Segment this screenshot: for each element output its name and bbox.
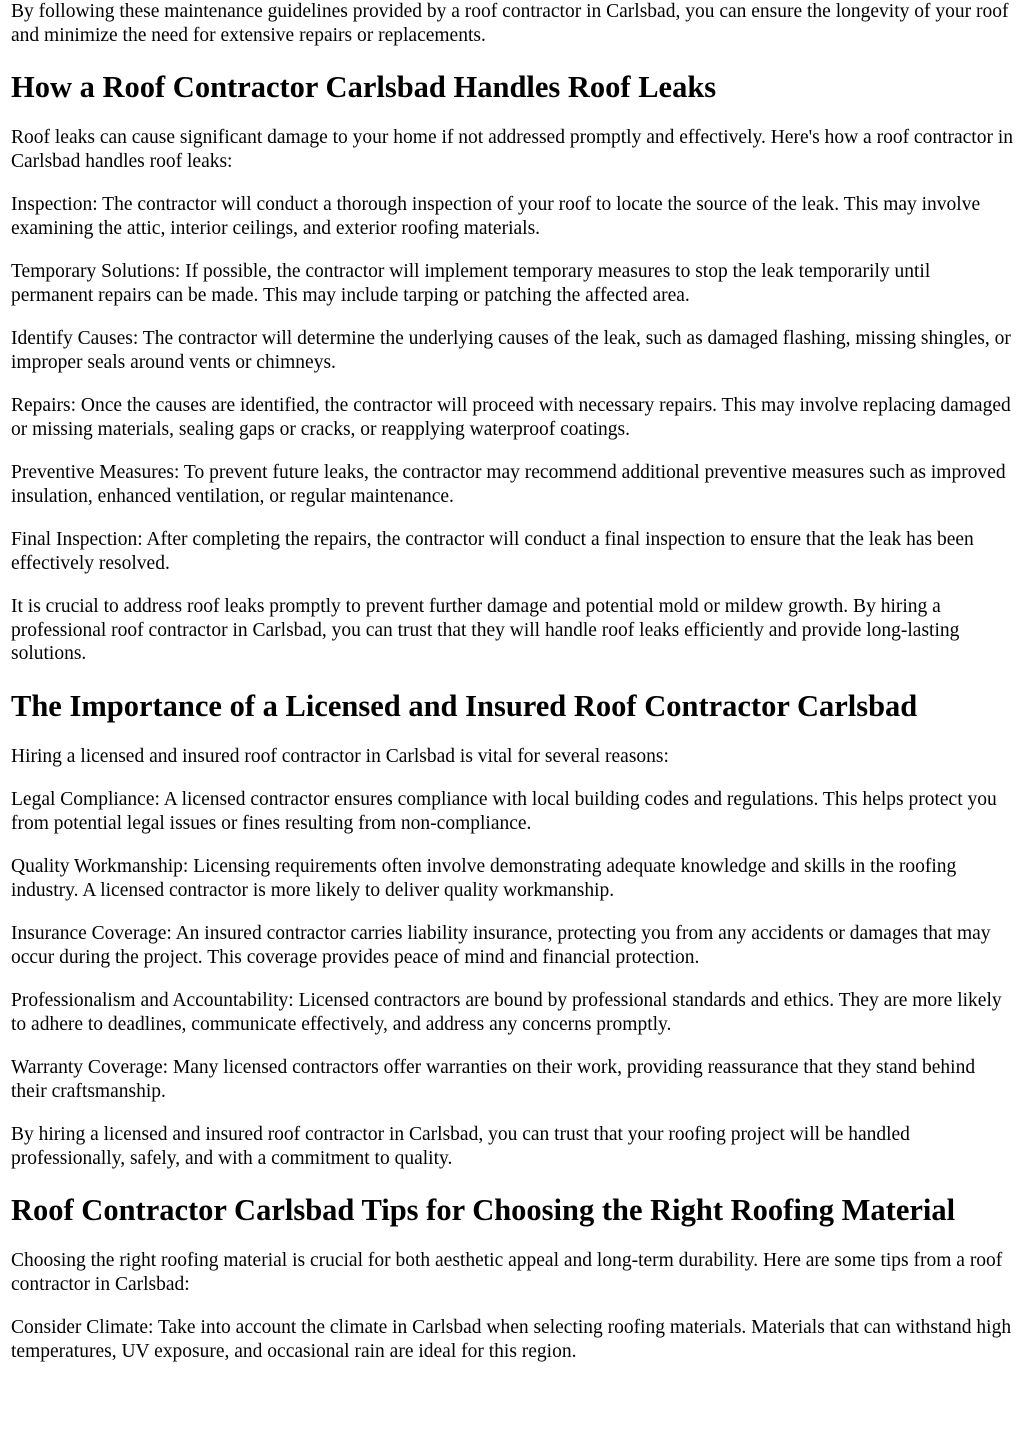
- paragraph-inspection: Inspection: The contractor will conduct a thorough inspection of your roof to locate the source of the leak. This may involve examining the attic, interior ceilings, and exterior roofing materials.: [11, 194, 981, 239]
- paragraph-final-inspection: Final Inspection: After completing the repairs, the contractor will conduct a final inspection to ensure that the leak has been effectively resolved.: [11, 529, 974, 574]
- section-roof-leaks: [11, 67, 1013, 666]
- paragraph-repairs: Repairs: Once the causes are identified, the contractor will proceed with necessary repairs. This may involve replacing damaged or missing materials, sealing gaps or cracks, or reapplying waterproof coatings.: [11, 395, 1011, 440]
- section-licensed-insured: [11, 686, 1013, 1171]
- paragraph-insurance-coverage: Insurance Coverage: An insured contractor carries liability insurance, protecting you from any accidents or damages that may occur during the project. This coverage provides peace of mind and financial protection.: [11, 923, 991, 968]
- paragraph-preventive-measures: Preventive Measures: To prevent future leaks, the contractor may recommend additional preventive measures such as improved insulation, enhanced ventilation, or regular maintenance.: [11, 462, 1006, 507]
- section-roofing-material: [11, 1190, 1013, 1363]
- paragraph-conclusion: By hiring a licensed and insured roof contractor in Carlsbad, you can trust that your roofing project will be handled professionally, safely, and with a commitment to quality.: [11, 1124, 910, 1169]
- section-heading: Roof Contractor Carlsbad Tips for Choosing the Right Roofing Material: [11, 1193, 956, 1227]
- paragraph-intro: Choosing the right roofing material is crucial for both aesthetic appeal and long-term durability. Here are some tips from a roof contractor in Carlsbad:: [11, 1250, 1003, 1295]
- paragraph-temporary-solutions: Temporary Solutions: If possible, the contractor will implement temporary measures to stop the leak temporarily until permanent repairs can be made. This may include tarping or patching the affected area.: [11, 261, 931, 306]
- paragraph-identify-causes: Identify Causes: The contractor will determine the underlying causes of the leak, such as damaged flashing, missing shingles, or improper seals around vents or chimneys.: [11, 328, 1011, 373]
- intro-closing-paragraph: By following these maintenance guidelines provided by a roof contractor in Carlsbad, you can ensure the longevity of your roof and minimize the need for extensive repairs or replacements.: [11, 1, 1009, 46]
- paragraph-intro: Hiring a licensed and insured roof contractor in Carlsbad is vital for several reasons:: [11, 745, 669, 767]
- paragraph-conclusion: It is crucial to address roof leaks promptly to prevent further damage and potential mold or mildew growth. By hiring a professional roof contractor in Carlsbad, you can trust that they will handle roof leaks efficiently and provide long-lasting solutions.: [11, 596, 960, 664]
- paragraph-warranty-coverage: Warranty Coverage: Many licensed contractors offer warranties on their work, providing reassurance that they stand behind their craftsmanship.: [11, 1057, 976, 1102]
- paragraph-quality-workmanship: Quality Workmanship: Licensing requirements often involve demonstrating adequate knowledge and skills in the roofing industry. A licensed contractor is more likely to deliver quality workmanship.: [11, 856, 957, 901]
- paragraph-professionalism: Professionalism and Accountability: Licensed contractors are bound by professional standards and ethics. They are more likely to adhere to deadlines, communicate effectively, and address any concerns promptly.: [11, 990, 1002, 1035]
- section-heading: The Importance of a Licensed and Insured Roof Contractor Carlsbad: [11, 688, 918, 723]
- paragraph-consider-climate: Consider Climate: Take into account the climate in Carlsbad when selecting roofing materials. Materials that can withstand high temperatures, UV exposure, and occasional rain are ideal for this region.: [11, 1317, 1012, 1362]
- paragraph-intro: Roof leaks can cause significant damage to your home if not addressed promptly and effectively. Here's how a roof contractor in Carlsbad handles roof leaks:: [11, 127, 1014, 172]
- paragraph-legal-compliance: Legal Compliance: A licensed contractor ensures compliance with local building codes and regulations. This helps protect you from potential legal issues or fines resulting from non-compliance.: [11, 789, 997, 834]
- section-heading: How a Roof Contractor Carlsbad Handles Roof Leaks: [11, 70, 717, 104]
